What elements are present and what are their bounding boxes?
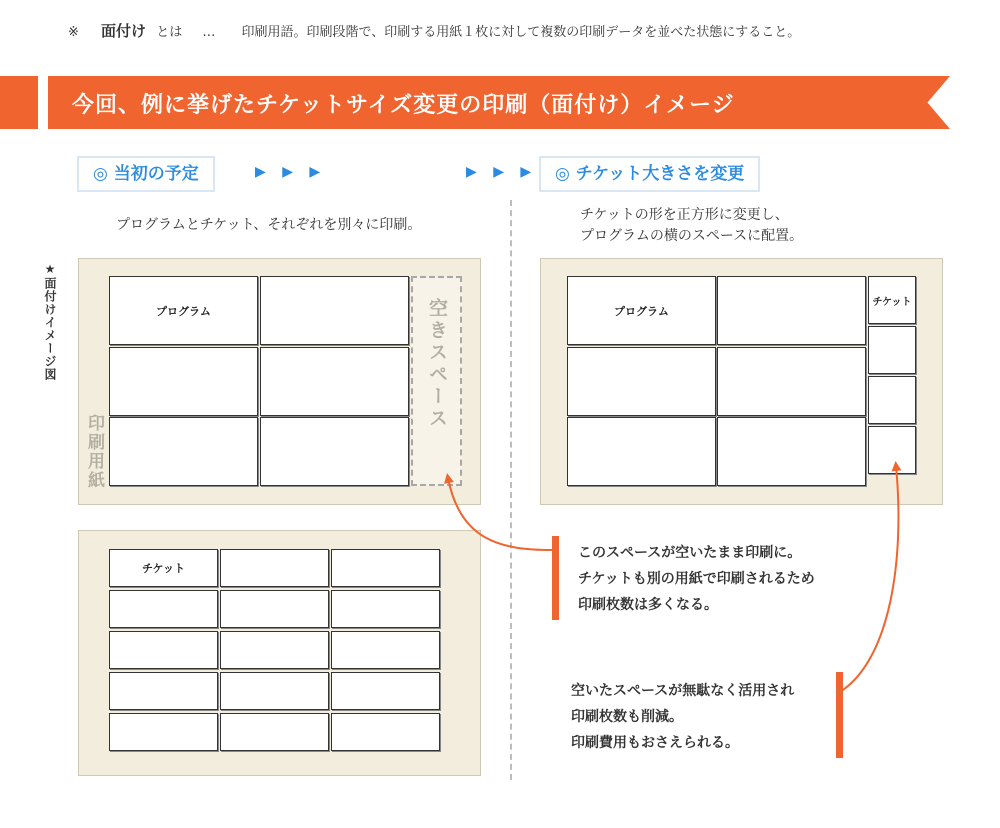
arrow-icon-left: ▶ ▶ ▶ [255, 164, 327, 180]
callout-line: 空いたスペースが無駄なく活用され [571, 683, 795, 699]
print-paper-label: 印刷用紙 [84, 414, 104, 490]
callout-line: チケットも別の用紙で印刷されるため [578, 571, 815, 587]
ellipsis: … [202, 25, 216, 40]
ticket-change-tag: ◎ チケット大きさを変更 [539, 156, 760, 192]
square-ticket-cell: チケット [868, 276, 916, 324]
empty-space-label: 空きスペース [426, 298, 448, 430]
arrow-icon-right: ▶ ▶ ▶ [466, 164, 538, 180]
program-cell: プログラム [567, 276, 716, 345]
callout-text-1 [578, 540, 815, 618]
imposition-image-label: ★面付けイメージ図 [43, 262, 57, 381]
reference-mark: ※ [68, 25, 79, 40]
ticket-cell: チケット [109, 549, 218, 587]
callout-line: 印刷枚数も削減。 [571, 709, 683, 725]
definition-text: 印刷用語。印刷段階で、印刷する用紙１枚に対して複数の印刷データを並べた状態にすること。 [241, 25, 801, 40]
left-description: プログラムとチケット、それぞれを別々に印刷。 [116, 217, 422, 233]
callout-bar [552, 536, 559, 620]
term-label: 面付け [101, 22, 147, 40]
program-cell: プログラム [109, 276, 258, 345]
initial-plan-tag: ◎ 当初の予定 [77, 156, 215, 192]
callout-bar [836, 672, 843, 758]
right-description-line2: プログラムの横のスペースに配置。 [580, 228, 804, 244]
callout-text-2 [571, 678, 794, 756]
callout-line: このスペースが空いたまま印刷に。 [578, 545, 802, 561]
arrow-to-square-tickets [840, 466, 898, 692]
callout-line: 印刷枚数は多くなる。 [578, 597, 718, 613]
right-description-line1: チケットの形を正方形に変更し、 [580, 207, 789, 223]
term-particle: とは [156, 25, 183, 40]
callout-line: 印刷費用もおさえられる。 [571, 735, 739, 751]
arrow-to-empty-space [448, 478, 552, 550]
banner-title: 今回、例に挙げたチケットサイズ変更の印刷（面付け）イメージ [72, 93, 735, 118]
